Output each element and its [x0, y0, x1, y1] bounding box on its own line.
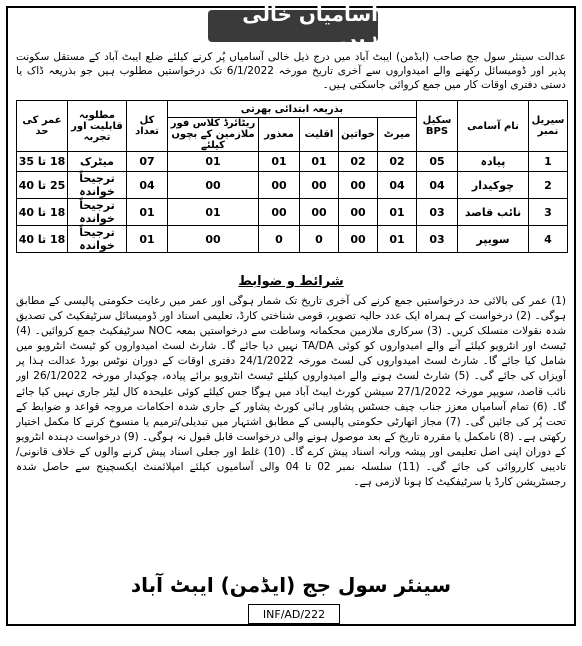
cell-scale: 05: [417, 152, 458, 172]
cell-scale: 03: [417, 226, 458, 253]
cell-retired: 01: [168, 152, 259, 172]
advertisement-page: [6, 2, 576, 626]
subheader-women: خواتین: [339, 118, 378, 152]
cell-women: 02: [339, 152, 378, 172]
terms-paragraph: (1) عمر کی بالائی حد درخواستیں جمع کرنے کی آخری تاریخ تک شمار ہوگی اور عمر میں رعایت حکومتی پالیسی کے مطابق ہوگی۔ (2) درخواست کے ہمراہ ایک عدد حالیہ تصویر، قومی شناختی کارڈ، تعلیمی اسناد اور ڈومیسائل سرٹیفکیٹ کی تصدیق شدہ نقولات منسلک کریں۔ (3) سرکاری ملازمین محکمانہ وساطت سے درخواستیں بمعہ NOC سرٹیفکیٹ جمع کروائیں۔ (4) ٹیسٹ اور انٹرویو کیلئے آنے والے امیدواروں کو کوئی TA/DA نہیں دیا جائے گا۔ شارٹ لسٹ امیدواروں کو ٹیسٹ انٹرویو میں شامل کیا جائے گا۔ شارٹ لسٹ امیدواروں کی لسٹ مورخہ 24/1/2022 دفتری اوقات کے دوران نوٹس بورڈ عدالت ہذا پر آویزاں کی جائے گی۔ (5) شارٹ لسٹ ہونے والے امیدواروں کیلئے ٹیسٹ انٹرویو برائے پیادہ، چوکیدار مورخہ 26/1/2022 اور نائب قاصد، سویپر مورخہ 27/1/2022 سیشن کورٹ ایبٹ آباد میں ہوگا جس کیلئے کوئی علیحدہ کال لیٹر جاری نہیں کیا جائے گا۔ (6) تمام آسامیاں معزز جناب چیف جسٹس پشاور ہائی کورٹ پشاور کے جاری شدہ احکامات مروجہ قواعد و ضوابط کے تحت پُر کی جائیں گی۔ (7) مجاز اتھارٹی حکومتی پالیسی کے مطابق اشتہار میں تبدیلی/ترمیم یا منسوخ کرنے کا مکمل اختیار رکھتی ہے۔ (8) نامکمل یا مقررہ تاریخ کے بعد موصول ہونے والی درخواست قابل قبول نہ ہوگی۔ (9) درخواست دہندہ انٹرویو کے دوران اپنی اصل تعلیمی اور پیشہ ورانہ اسناد پیش کرے گا۔ (10) غلط اور جعلی اسناد پیش کرنے والوں کے خلاف قانونی/تادیبی کارروائی کی جائے گی۔ (11) سلسلہ نمبر 02 تا 04 والی آسامیوں کیلئے امپلائمنٹ ایکسچینج سے حاصل شدہ رجسٹریشن کارڈ یا سرٹیفکیٹ کا ہونا لازمی ہے۔: [16, 295, 566, 489]
cell-qualification: ترجیحاً خواندہ: [68, 226, 127, 253]
subheader-merit: میرٹ: [378, 118, 417, 152]
cell-disabled: 0: [259, 226, 300, 253]
cell-qualification: ترجیحاً خواندہ: [68, 199, 127, 226]
header-qualification: مطلوبہ قابلیت اور تجربہ: [68, 101, 127, 152]
cell-qualification: ترجیحاً خواندہ: [68, 172, 127, 199]
cell-serial: 2: [529, 172, 568, 199]
page-title: آسامیاں خالی ہیں: [208, 10, 378, 42]
table-header-row: [17, 101, 568, 118]
header-total: کل تعداد: [127, 101, 168, 152]
cell-post: پیادہ: [458, 152, 529, 172]
cell-disabled: 00: [259, 172, 300, 199]
cell-disabled: 00: [259, 199, 300, 226]
cell-minority: 00: [300, 172, 339, 199]
cell-merit: 02: [378, 152, 417, 172]
vacancies-table: [16, 100, 568, 253]
cell-total: 07: [127, 152, 168, 172]
cell-total: 01: [127, 199, 168, 226]
cell-scale: 04: [417, 172, 458, 199]
header-recruitment: بذریعہ ابتدائی بھرتی: [168, 101, 417, 118]
cell-age: 18 تا 40: [17, 199, 68, 226]
cell-post: سویپر: [458, 226, 529, 253]
terms-title: شرائط و ضوابط: [238, 274, 344, 289]
table-row: [17, 226, 568, 253]
cell-qualification: میٹرک: [68, 152, 127, 172]
cell-merit: 01: [378, 199, 417, 226]
table-row: [17, 152, 568, 172]
cell-minority: 01: [300, 152, 339, 172]
cell-minority: 00: [300, 199, 339, 226]
header-post: نام آسامی: [458, 101, 529, 152]
cell-total: 01: [127, 226, 168, 253]
cell-retired: 00: [168, 172, 259, 199]
signature-block: سینئر سول جج (ایڈمن) ایبٹ آباد: [130, 573, 452, 597]
cell-disabled: 01: [259, 152, 300, 172]
subheader-retired-children: ریٹائرڈ کلاس فور ملازمین کے بچوں کیلئے: [168, 118, 259, 152]
cell-merit: 01: [378, 226, 417, 253]
table-row: [17, 172, 568, 199]
cell-serial: 1: [529, 152, 568, 172]
cell-scale: 03: [417, 199, 458, 226]
header-age: عمر کی حد: [17, 101, 68, 152]
cell-women: 00: [339, 226, 378, 253]
cell-post: نائب قاصد: [458, 199, 529, 226]
intro-paragraph: عدالت سینئر سول جج صاحب (ایڈمن) ایبٹ آباد میں درج ذیل خالی آسامیاں پُر کرنے کیلئے ضلع ایبٹ آباد کے مستقل سکونت پذیر اور ڈومیسائل رکھنے والے امیدواروں سے آخری تاریخ مورخہ 6/1/2022 تک درخواستیں مطلوب ہیں جو بذریعہ ڈاک یا دستی دفتری اوقات کار میں جمع کروائی جاسکتی ہیں۔: [16, 51, 566, 91]
cell-retired: 00: [168, 226, 259, 253]
cell-retired: 01: [168, 199, 259, 226]
cell-serial: 4: [529, 226, 568, 253]
cell-women: 00: [339, 172, 378, 199]
cell-age: 18 تا 40: [17, 226, 68, 253]
cell-merit: 04: [378, 172, 417, 199]
cell-serial: 3: [529, 199, 568, 226]
cell-post: چوکیدار: [458, 172, 529, 199]
cell-age: 25 تا 40: [17, 172, 68, 199]
header-scale: سکیل BPS: [417, 101, 458, 152]
reference-number: INF/AD/222: [248, 604, 340, 624]
header-serial: سیریل نمبر: [529, 101, 568, 152]
subheader-minority: اقلیت: [300, 118, 339, 152]
subheader-disabled: معذور: [259, 118, 300, 152]
cell-age: 18 تا 35: [17, 152, 68, 172]
cell-total: 04: [127, 172, 168, 199]
table-row: [17, 199, 568, 226]
cell-women: 00: [339, 199, 378, 226]
cell-minority: 0: [300, 226, 339, 253]
